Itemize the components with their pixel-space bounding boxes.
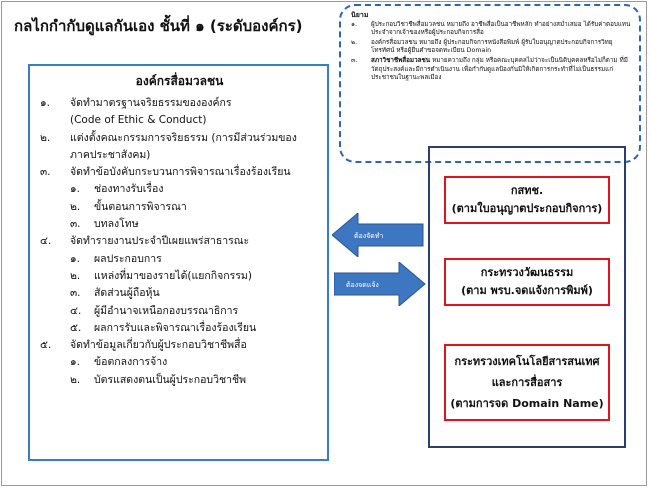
duty-subitem-number: ๕.: [70, 321, 82, 334]
duty-item: [40, 337, 319, 354]
duty-subitem: [40, 320, 319, 337]
duty-item: [40, 164, 319, 181]
duty-subitem-text: บทลงโทษ: [94, 218, 139, 231]
definitions-heading: นิยาม: [351, 11, 369, 19]
duty-item: [40, 130, 319, 147]
duty-subitem: [40, 181, 319, 198]
duty-subitem-number: ๒.: [70, 373, 81, 386]
agency-line: กระทรวงเทคโนโลยีสารสนเทศ: [454, 355, 600, 368]
duty-text-continuation: [40, 147, 319, 164]
definition-number: ๓.: [351, 56, 358, 64]
agency-culture-ministry: [444, 258, 610, 306]
duty-number: ๓.: [40, 166, 51, 179]
duty-subitem-text: ข้อตกลงการจ้าง: [94, 356, 168, 369]
duty-subitem: [40, 251, 319, 268]
duties-list: [40, 95, 319, 389]
agency-ict-ministry: [444, 344, 610, 421]
duty-text: ภาคประชาสังคม): [70, 148, 151, 161]
duty-subitem-number: ๓.: [70, 287, 81, 300]
definition-text: หมายความถึง กลุ่ม หรือคณะบุคคลไม่ว่าจะเป็นนิติบุคคลหรือไม่ก็ตาม ที่มีวัตถุประสงค์และมีการดำเนินงาน เพื่อกำกับดูแลป้องกันมิให้เกิดการกระทำที่ไม่เป็นธรรมแก่ประชาชนในฐานะพลเมือง: [371, 56, 628, 82]
duty-text: จัดทำมาตรฐานจริยธรรมขององค์กร: [70, 97, 232, 109]
definition-text: องค์กรสื่อมวลชน หมายถึง ผู้ประกอบกิจการหนังสือพิมพ์ ผู้รับใบอนุญาตประกอบกิจการวิทยุโทรทัศน์ หรือผู้ยื่นคำขอจดทะเบียน Domain: [371, 38, 613, 55]
duty-subitem-number: ๓.: [70, 218, 81, 231]
definition-item: [351, 39, 631, 56]
media-organization-title: องค์กรสื่อมวลชน: [135, 74, 224, 88]
duty-text: จัดทำข้อมูลเกี่ยวกับผู้ประกอบวิชาชีพสื่อ: [70, 339, 247, 352]
definition-item: [351, 57, 631, 83]
duty-number: ๔.: [40, 235, 52, 248]
duty-subitem: [40, 268, 319, 285]
duty-subitem-text: บัตรแสดงตนเป็นผู้ประกอบวิชาชีพ: [94, 373, 247, 386]
duty-subitem-text: ขั้นตอนการพิจารณา: [94, 200, 187, 213]
duty-text: จัดทำรายงานประจำปีเผยแพร่สาธารณะ: [70, 235, 250, 248]
slide-title: กลไกกำกับดูแลกันเอง ชั้นที่ ๑ (ระดับองค์กร): [14, 17, 303, 35]
agency-line: กระทรวงวัฒนธรรม: [480, 266, 574, 279]
arrow-left-label: ต้องจัดทำ: [354, 232, 384, 240]
definitions-panel: [339, 4, 641, 163]
definition-text: ผู้ประกอบวิชาชีพสื่อมวลชน หมายถึง อาชีพสื่อเป็นอาชีพหลัก ทำอย่างสม่ำเสมอ ได้รับค่าตอบแทนประจำจากเจ้าของหรือผู้ประกอบกิจการสื่อ: [371, 20, 631, 37]
agency-line: และการสื่อสาร: [491, 376, 563, 389]
definition-number: ๑.: [351, 20, 357, 28]
duty-text: แต่งตั้งคณะกรรมการจริยธรรม (การมีส่วนร่วมของ: [70, 131, 297, 144]
duty-subitem-text: สัดส่วนผู้ถือหุ้น: [94, 287, 160, 300]
duty-number: ๑.: [40, 97, 51, 109]
duty-subitem: [40, 285, 319, 302]
duty-text: จัดทำข้อบังคับกระบวนการพิจารณาเรื่องร้องเรียน: [70, 166, 291, 179]
duty-subitem-number: ๑.: [70, 252, 81, 265]
agency-line: (ตามใบอนุญาตประกอบกิจการ): [451, 202, 603, 215]
duty-subitem-number: ๔.: [70, 304, 82, 317]
duty-subitem-text: ช่องทางรับเรื่อง: [94, 183, 164, 196]
definition-item: [351, 21, 631, 38]
media-organization-box: [28, 64, 329, 461]
duty-text-continuation: [40, 112, 319, 129]
duty-subitem: [40, 199, 319, 216]
duty-number: ๕.: [40, 339, 52, 352]
duty-subitem-text: ผลการรับและพิจารณาเรื่องร้องเรียน: [94, 321, 257, 334]
agency-nbtc: [444, 176, 610, 224]
duty-text: (Code of Ethic & Conduct): [70, 114, 207, 127]
definition-term: สภาวิชาชีพสื่อมวลชน: [371, 56, 431, 64]
duty-subitem-number: ๑.: [70, 356, 81, 369]
agency-line: (ตามการจด Domain Name): [450, 397, 604, 410]
duty-subitem-text: ผลประกอบการ: [94, 252, 162, 265]
duty-subitem: [40, 354, 319, 371]
duty-subitem: [40, 303, 319, 320]
definition-number: ๒.: [351, 38, 358, 46]
duty-subitem-text: แหล่งที่มาของรายได้(แยกกิจกรรม): [94, 269, 252, 282]
duty-number: ๒.: [40, 131, 51, 144]
arrow-right-label: ต้องจดแจ้ง: [346, 281, 379, 289]
duty-subitem-text: ผู้มีอำนาจเหนือกองบรรณาธิการ: [94, 304, 239, 317]
agency-line: กสทช.: [510, 184, 544, 197]
duty-item: [40, 95, 319, 112]
duty-subitem-number: ๑.: [70, 183, 81, 196]
duty-subitem: [40, 372, 319, 389]
agencies-panel: [428, 146, 626, 448]
duty-subitem-number: ๒.: [70, 200, 81, 213]
duty-subitem: [40, 216, 319, 233]
duty-subitem-number: ๒.: [70, 269, 81, 282]
duty-item: [40, 233, 319, 250]
agency-line: (ตาม พรบ.จดแจ้งการพิมพ์): [461, 284, 593, 297]
